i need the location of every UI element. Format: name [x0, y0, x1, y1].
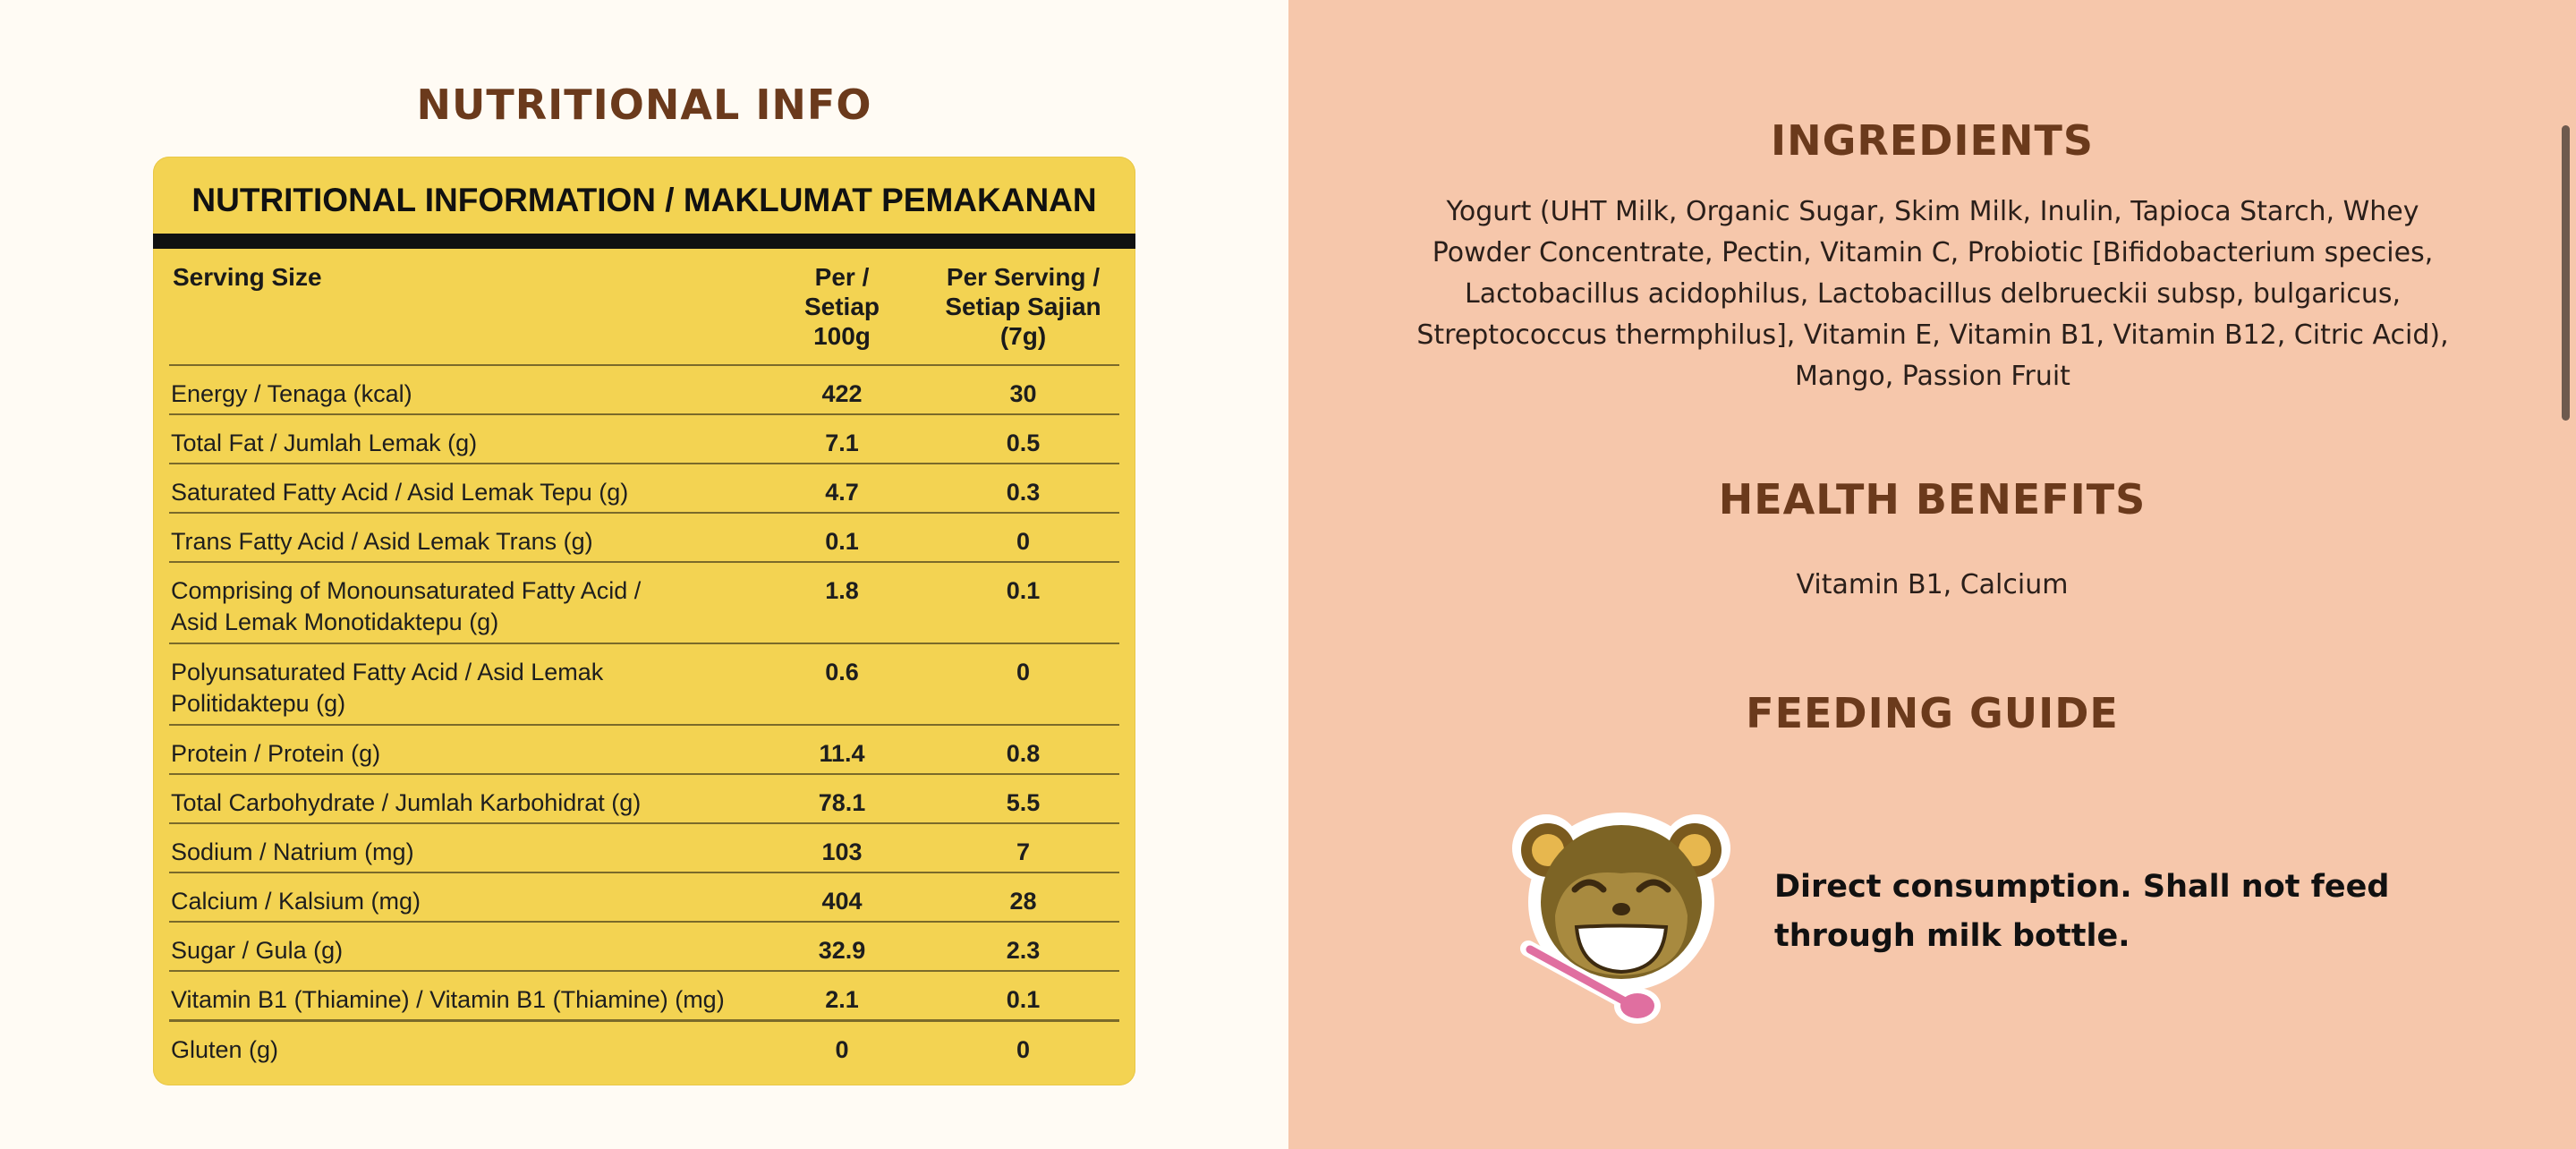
- per-100g-value: 11.4: [819, 740, 865, 767]
- nutrient-label: Total Fat / Jumlah Lemak (g): [171, 430, 478, 456]
- feeding-guide-heading: FEEDING GUIDE: [1746, 689, 2119, 737]
- table-row: [169, 364, 1119, 413]
- per-serving-value: 7: [1016, 838, 1031, 865]
- per-100g-value: 2.1: [825, 986, 859, 1013]
- page-scrollbar[interactable]: [2562, 125, 2570, 421]
- happy-monkey-spoon-icon: [1510, 804, 1743, 1027]
- feeding-guide-text-line1: Direct consumption. Shall not feed: [1774, 869, 2390, 905]
- nutrient-label: [171, 657, 744, 719]
- nutrient-label: Energy / Tenaga (kcal): [171, 380, 412, 407]
- per-100g-value: 422: [821, 380, 863, 407]
- nutrient-label-line1: Polyunsaturated Fatty Acid / Asid Lemak: [171, 659, 604, 685]
- per-100g-value: 4.7: [825, 479, 859, 506]
- nutrient-label-line2: Asid Lemak Monotidaktepu (g): [171, 609, 499, 635]
- nutrition-table: [153, 364, 1135, 1077]
- per-serving-value: 0.1: [1006, 986, 1041, 1013]
- feeding-guide-text: [1774, 863, 2401, 961]
- table-row: [169, 561, 1119, 643]
- per-100g-value: 32.9: [818, 937, 866, 964]
- nutrient-label: [171, 575, 744, 638]
- nutrient-label: Sodium / Natrium (mg): [171, 838, 414, 865]
- nutrition-panel-title: NUTRITIONAL INFORMATION / MAKLUMAT PEMAKANAN: [191, 182, 1097, 218]
- ingredients-text: Yogurt (UHT Milk, Organic Sugar, Skim Milk, Inulin, Tapioca Starch, Whey Powder Concentrate, Pectin, Vitamin C, Probiotic [Bifidobacterium species, Lactobacillus acidophilus, Lactobacillus delbrueckii subsp, bulgaricus, Streptococcus thermphilus], Vitamin E, Vitamin B1, Vitamin B12, Citric Acid), Mango, Passion Fruit: [1416, 196, 2449, 392]
- per-100g-value: 0.6: [825, 659, 859, 685]
- per-serving-value: 0.8: [1006, 740, 1041, 767]
- nutrient-label: Calcium / Kalsium (mg): [171, 888, 421, 915]
- nutrient-label: Total Carbohydrate / Jumlah Karbohidrat (g): [171, 789, 642, 816]
- table-row: [169, 822, 1119, 872]
- per-serving-header-line3: (7g): [999, 322, 1047, 350]
- per-100g-value: 7.1: [825, 430, 859, 456]
- table-row: [169, 970, 1119, 1019]
- nutrient-label: Protein / Protein (g): [171, 740, 381, 767]
- nutrient-label: Sugar / Gula (g): [171, 937, 344, 964]
- nutrient-label-line1: Comprising of Monounsaturated Fatty Acid /: [171, 577, 642, 604]
- per-100g-header-line2: Setiap: [803, 293, 880, 320]
- product-details-section: [1288, 0, 2576, 1149]
- table-row: [169, 872, 1119, 921]
- per-serving-value: 0: [1016, 659, 1031, 685]
- per-100g-value: 78.1: [818, 789, 866, 816]
- per-serving-value: 0: [1016, 528, 1031, 555]
- per-serving-value: 5.5: [1006, 789, 1041, 816]
- nutrient-label: Vitamin B1 (Thiamine) / Vitamin B1 (Thiamine) (mg): [171, 986, 725, 1013]
- per-serving-value: 0.1: [1006, 577, 1041, 604]
- per-100g-header-line1: Per /: [814, 263, 870, 291]
- per-100g-value: 0: [835, 1036, 849, 1063]
- health-benefits-heading: HEALTH BENEFITS: [1718, 475, 2147, 523]
- health-benefits-text: Vitamin B1, Calcium: [1796, 569, 2069, 600]
- table-row: [169, 643, 1119, 724]
- per-100g-value: 404: [821, 888, 863, 915]
- table-row: [169, 463, 1119, 512]
- per-serving-value: 0.3: [1006, 479, 1041, 506]
- ingredients-heading: INGREDIENTS: [1771, 116, 2094, 165]
- table-row: [169, 724, 1119, 773]
- per-serving-value: 0: [1016, 1036, 1031, 1063]
- per-serving-header: [940, 262, 1106, 351]
- nutrient-label: Gluten (g): [171, 1036, 279, 1063]
- nutrient-label: Trans Fatty Acid / Asid Lemak Trans (g): [171, 528, 593, 555]
- per-serving-value: 0.5: [1006, 430, 1041, 456]
- serving-size-header: Serving Size: [173, 263, 322, 291]
- per-100g-value: 103: [821, 838, 863, 865]
- per-100g-header: [779, 262, 905, 351]
- per-100g-value: 0.1: [825, 528, 859, 555]
- table-row: [169, 1019, 1119, 1077]
- feeding-guide-text-line2: through milk bottle.: [1774, 918, 2130, 954]
- per-serving-header-line2: Setiap Sajian: [945, 293, 1101, 320]
- per-serving-value: 2.3: [1006, 937, 1041, 964]
- nutritional-info-heading: NUTRITIONAL INFO: [416, 81, 872, 129]
- table-row: [169, 921, 1119, 970]
- nutrient-label-line2: Politidaktepu (g): [171, 690, 346, 717]
- per-100g-header-line3: 100g: [813, 322, 871, 350]
- per-serving-value: 28: [1009, 888, 1037, 915]
- per-100g-value: 1.8: [825, 577, 859, 604]
- nutrition-label-panel: [153, 157, 1135, 1085]
- table-row: [169, 413, 1119, 463]
- per-serving-value: 30: [1009, 380, 1037, 407]
- table-row: [169, 512, 1119, 561]
- panel-divider: [153, 234, 1135, 249]
- nutrient-label: Saturated Fatty Acid / Asid Lemak Tepu (g): [171, 479, 629, 506]
- table-row: [169, 773, 1119, 822]
- per-serving-header-line1: Per Serving /: [946, 263, 1101, 291]
